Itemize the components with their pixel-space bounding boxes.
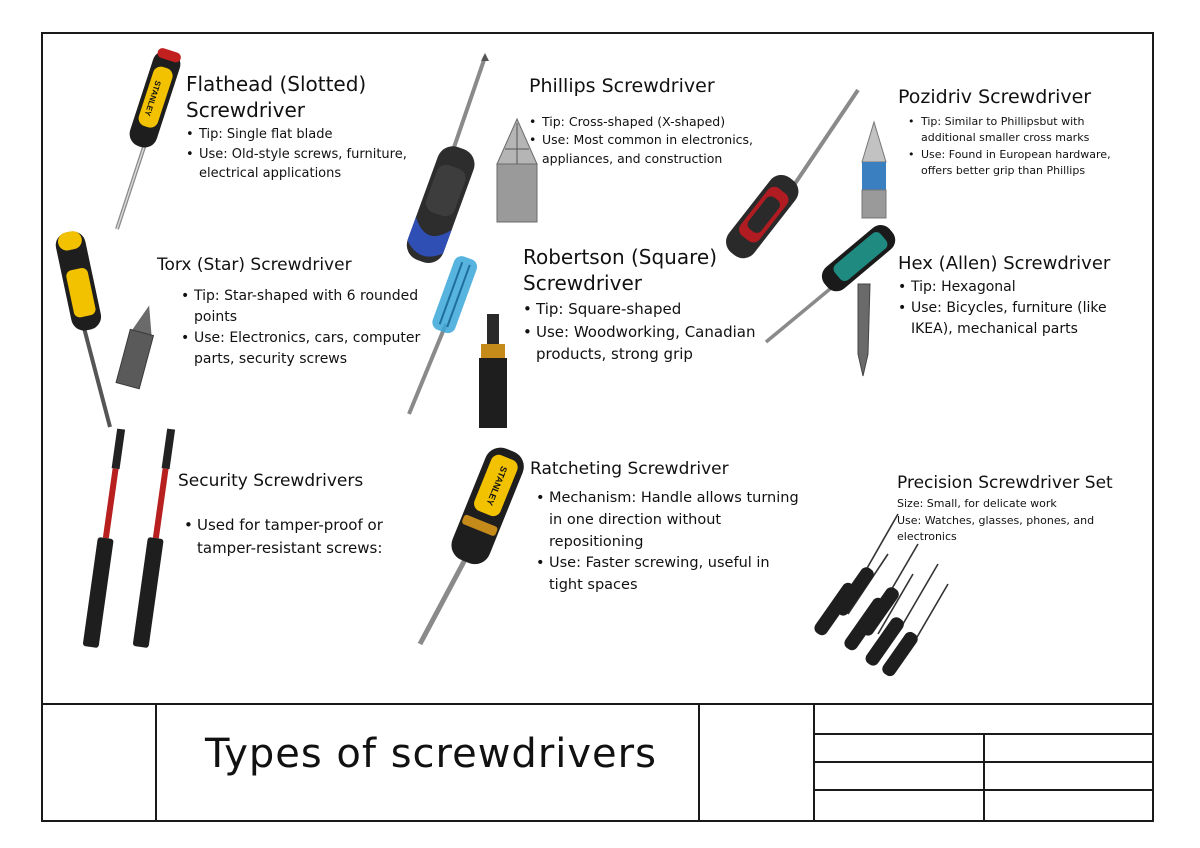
flathead-use: • Use: Old-style screws, furniture, electrical applications xyxy=(186,145,426,184)
phillips-title: Phillips Screwdriver xyxy=(529,75,715,97)
robertson-screwdriver-icon xyxy=(401,254,481,419)
torx-bit-icon xyxy=(118,302,158,392)
svg-text:STANLEY: STANLEY xyxy=(484,464,510,507)
security-card xyxy=(178,470,428,559)
torx-title: Torx (Star) Screwdriver xyxy=(157,255,352,275)
drawing-sheet xyxy=(41,32,1154,822)
hex-bit-icon xyxy=(848,284,878,379)
svg-text:STANLEY: STANLEY xyxy=(142,79,163,118)
pozidriv-use: • Use: Found in European hardware, offers better grip than Phillips xyxy=(908,147,1128,180)
hex-title: Hex (Allen) Screwdriver xyxy=(898,253,1111,274)
phillips-tip: • Tip: Cross-shaped (X-shaped) xyxy=(529,113,764,132)
ratcheting-use: • Use: Faster screwing, useful in tight spaces xyxy=(536,553,808,597)
phillips-bit-icon xyxy=(491,119,543,224)
flathead-tip: • Tip: Single flat blade xyxy=(186,125,426,145)
security-use: • Used for tamper-proof or tamper-resistant screws: xyxy=(184,514,428,559)
torx-use: • Use: Electronics, cars, computer parts, security screws xyxy=(181,328,427,370)
ratcheting-title: Ratcheting Screwdriver xyxy=(530,459,729,479)
precision-size: Size: Small, for delicate work xyxy=(897,497,1057,511)
security-title: Security Screwdrivers xyxy=(178,471,364,491)
torx-card xyxy=(157,254,427,370)
robertson-tip: • Tip: Square-shaped xyxy=(523,298,773,321)
torx-screwdriver-icon xyxy=(48,229,118,434)
security-screwdrivers-icon xyxy=(75,424,185,664)
pozidriv-tip: • Tip: Similar to Phillipsbut with additional smaller cross marks xyxy=(908,114,1128,147)
flathead-screwdriver-icon xyxy=(103,44,193,234)
phillips-use: • Use: Most common in electronics, appliances, and construction xyxy=(529,131,764,169)
pozidriv-title: Pozidriv Screwdriver xyxy=(898,86,1092,108)
precision-title: Precision Screwdriver Set xyxy=(897,473,1113,493)
hex-card xyxy=(898,252,1133,340)
pozidriv-card xyxy=(898,85,1128,180)
ratcheting-screwdriver-icon xyxy=(408,444,528,649)
robertson-title: Robertson (Square) Screwdriver xyxy=(523,245,718,295)
ratcheting-mechanism: • Mechanism: Handle allows turning in one direction without repositioning xyxy=(536,488,808,553)
hex-use: • Use: Bicycles, furniture (like IKEA), mechanical parts xyxy=(898,298,1133,340)
robertson-card xyxy=(523,244,773,366)
robertson-bit-icon xyxy=(473,312,513,432)
torx-tip: • Tip: Star-shaped with 6 rounded points xyxy=(181,286,427,328)
flathead-title: Flathead (Slotted) Screwdriver xyxy=(186,72,367,122)
precision-use: Use: Watches, glasses, phones, and electronics xyxy=(897,513,1095,544)
ratcheting-card xyxy=(530,458,808,597)
robertson-use: • Use: Woodworking, Canadian products, strong grip xyxy=(523,321,773,366)
pozidriv-bit-icon xyxy=(858,122,890,222)
precision-set-icon xyxy=(788,504,968,684)
document-title: Types of screwdrivers xyxy=(205,731,657,777)
hex-tip: • Tip: Hexagonal xyxy=(898,277,1133,298)
title-block xyxy=(43,703,1152,820)
